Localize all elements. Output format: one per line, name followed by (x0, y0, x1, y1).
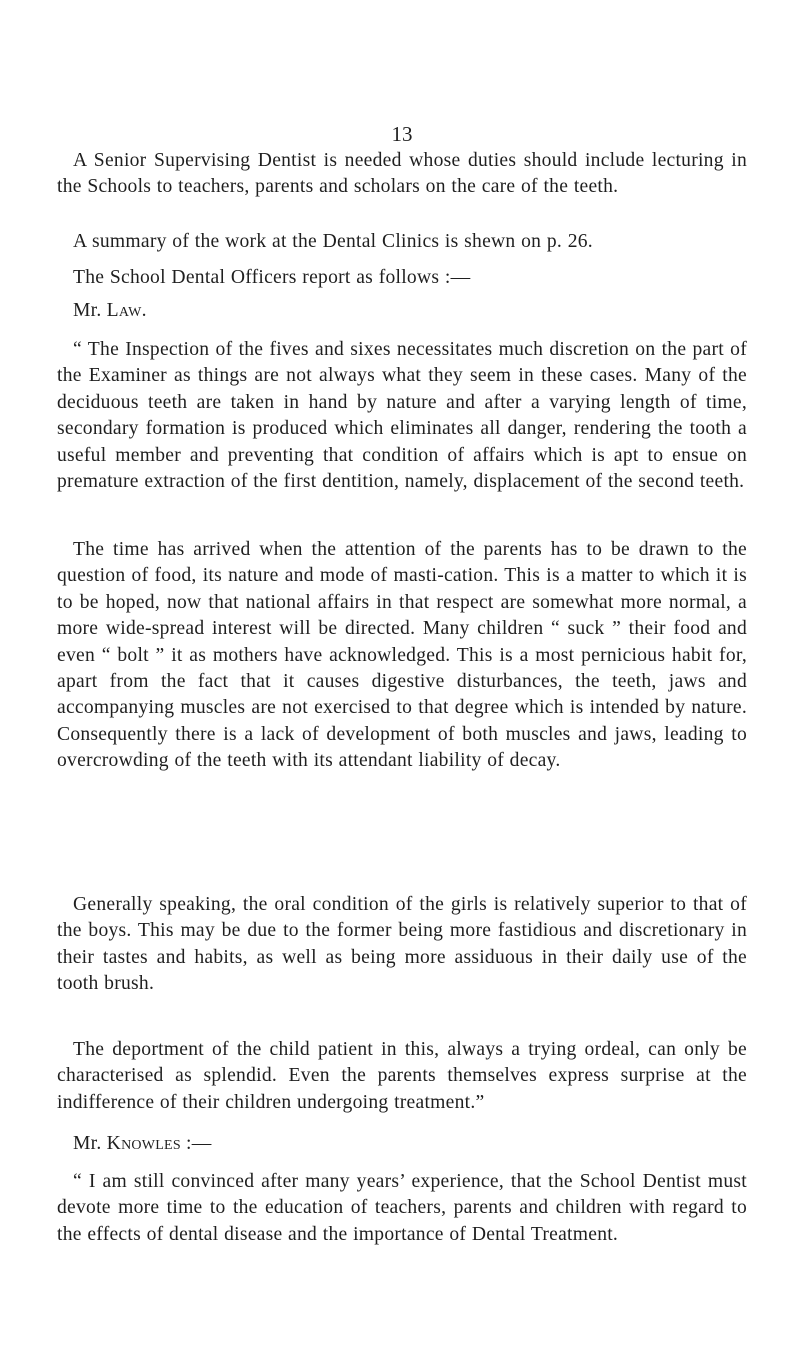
paragraph-food-mastication: The time has arrived when the attention of the parents has to be drawn to the question of food, its nature and mode of masti-cation. This is a matter to which it is to be hoped, now that national affairs in that respect are somewhat more normal, a more wide-spread interest will be directed. Many children “ suck ” their food and even “ bolt ” it as mothers have acknowledged. This is a most pernicious habit for, apart from the fact that it causes digestive disturbances, the teeth, jaws and accompanying muscles are not exercised to that degree which is intended by nature. Consequently there is a lack of development of both muscles and jaws, leading to overcrowding of the teeth with its attendant liability of decay. (57, 539, 747, 772)
paragraph-inspection: “ The Inspection of the fives and sixes necessitates much discretion on the part of the Examiner as things are not always what they seem in these cases. Many of the deciduous teeth are taken in hand by nature and after a varying length of time, secondary formation is produced which eliminates all danger, rendering the tooth a useful member and preventing that condition of affairs which is apt to ensue on premature extraction of the first dentition, namely, displacement of the second teeth. (57, 339, 747, 493)
paragraph-report-intro: The School Dental Officers report as follows :— (73, 267, 471, 288)
officer-heading-law (73, 298, 147, 324)
officer-heading-knowles (73, 1131, 212, 1157)
paragraph-summary: A summary of the work at the Dental Clinics is shewn on p. 26. (73, 231, 593, 252)
officer-suffix: :— (180, 1133, 212, 1154)
officer-title: Mr. (73, 1133, 102, 1154)
page-number: 13 (391, 122, 413, 146)
paragraph-education: “ I am still convinced after many years’ experience, that the School Dentist must devote more time to the education of teachers, parents and children with regard to the effects of dental disease and the importance of Dental Treatment. (57, 1171, 747, 1245)
officer-surname: Law. (106, 300, 147, 321)
officer-surname: Knowles (106, 1133, 181, 1154)
paragraph-girls-boys: Generally speaking, the oral condition of the girls is relatively superior to that of the boys. This may be due to the former being more fastidious and discretionary in their tastes and habits, as well as being more assiduous in their daily use of the tooth brush. (57, 894, 747, 995)
officer-title: Mr. (73, 300, 102, 321)
paragraph-senior-dentist: A Senior Supervising Dentist is needed whose duties should include lecturing in the Schools to teachers, parents and scholars on the care of the teeth. (57, 150, 747, 198)
paragraph-deportment: The deportment of the child patient in this, always a trying ordeal, can only be characterised as splendid. Even the parents themselves express surprise at the indifference of their children undergoing treatment.” (57, 1039, 747, 1113)
